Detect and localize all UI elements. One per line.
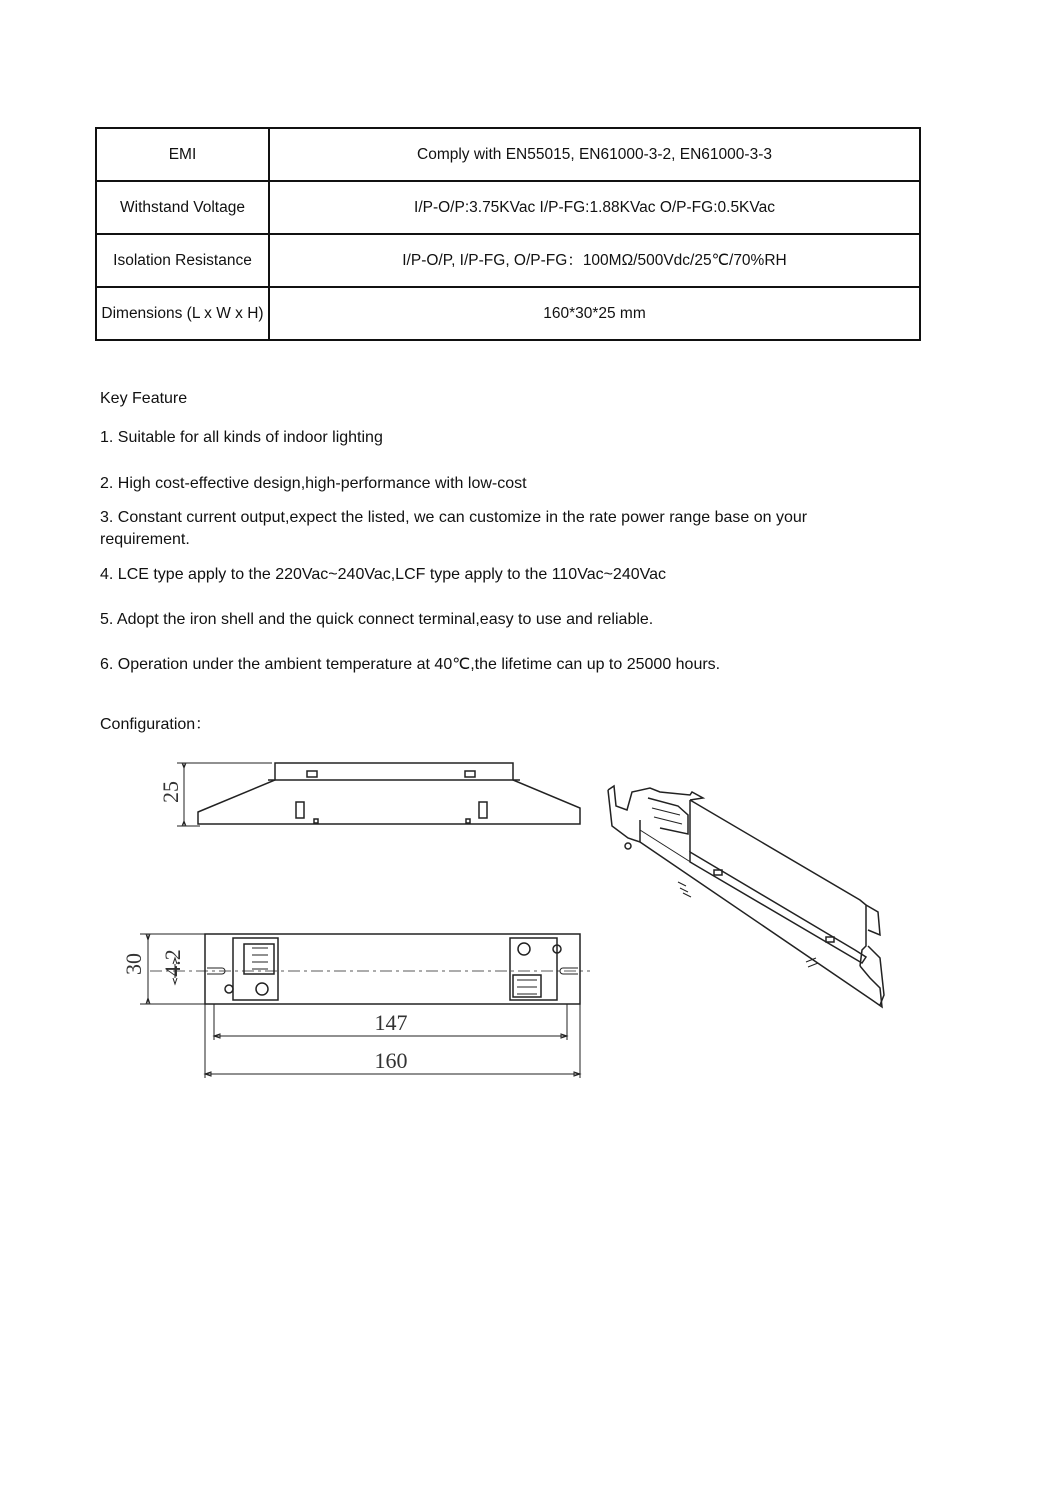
spec-value: I/P-O/P:3.75KVac I/P-FG:1.88KVac O/P-FG:0.5KVac: [269, 181, 920, 234]
dim-height-label: 25: [158, 781, 183, 803]
feature-item: 4. LCE type apply to the 220Vac~240Vac,LCF type apply to the 110Vac~240Vac: [100, 566, 667, 583]
feature-item: 1. Suitable for all kinds of indoor lighting: [100, 429, 383, 446]
feature-item: 2. High cost-effective design,high-performance with low-cost: [100, 475, 527, 492]
side-view: [177, 763, 580, 826]
feature-item: 3. Constant current output,expect the listed, we can customize in the rate power range base on your requirement.: [100, 509, 808, 548]
dim-length-label: 160: [374, 1048, 408, 1073]
spec-label: Dimensions (L x W x H): [96, 287, 269, 340]
spec-value: I/P-O/P, I/P-FG, O/P-FG：100MΩ/500Vdc/25℃/70%RH: [269, 234, 920, 287]
key-feature-heading: Key Feature: [100, 390, 188, 407]
dim-mount-spacing-label: 147: [374, 1010, 408, 1035]
spec-label: Isolation Resistance: [96, 234, 269, 287]
top-view: [140, 934, 590, 1078]
spec-value: 160*30*25 mm: [269, 287, 920, 340]
configuration-heading: Configuration：: [100, 716, 212, 733]
spec-label: EMI: [96, 128, 269, 181]
feature-item: 6. Operation under the ambient temperature at 40℃,the lifetime can up to 25000 hours.: [100, 656, 721, 673]
dim-hole-label: 4.2: [160, 949, 185, 977]
spec-value: Comply with EN55015, EN61000-3-2, EN61000-3-3: [269, 128, 920, 181]
spec-label: Withstand Voltage: [96, 181, 269, 234]
dim-width-label: 30: [121, 953, 146, 975]
feature-item: 5. Adopt the iron shell and the quick connect terminal,easy to use and reliable.: [100, 611, 654, 628]
isometric-view: [608, 786, 884, 1007]
